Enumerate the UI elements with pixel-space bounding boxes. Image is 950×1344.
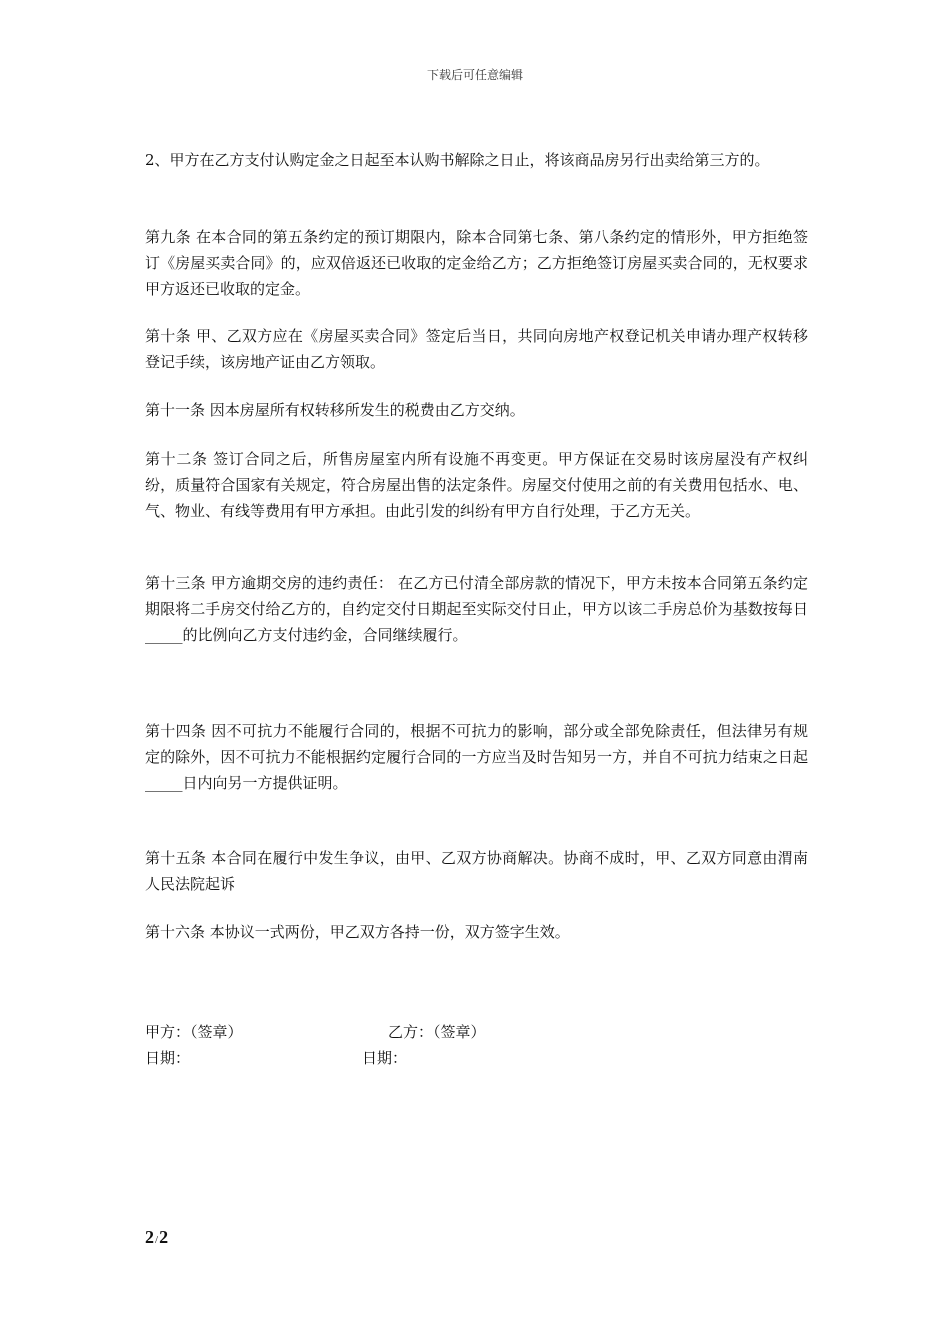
clause-9: 第九条 在本合同的第五条约定的预订期限内，除本合同第七条、第八条约定的情形外，甲方拒绝签订《房屋买卖合同》的，应双倍返还已收取的定金给乙方；乙方拒绝签订房屋买卖合同的，无权要求甲方返还已收取的定金。 (145, 228, 808, 298)
clause-item-2: 2、甲方在乙方支付认购定金之日起至本认购书解除之日止，将该商品房另行出卖给第三方的。 (145, 151, 770, 169)
party-b-signature: 乙方：（签章） (388, 1023, 486, 1041)
clause-15: 第十五条 本合同在履行中发生争议，由甲、乙双方协商解决。协商不成时，甲、乙双方同意由渭南人民法院起诉 (145, 849, 808, 893)
page-number (145, 1227, 168, 1248)
clause-13: 第十三条 甲方逾期交房的违约责任： 在乙方已付清全部房款的情况下，甲方未按本合同第五条约定期限将二手房交付给乙方的，自约定交付日期起至实际交付日止，甲方以该二手房总价为基数按每日_____的比例向乙方支付违约金，合同继续履行。 (145, 574, 808, 644)
clause-11: 第十一条 因本房屋所有权转移所发生的税费由乙方交纳。 (145, 401, 525, 419)
clause-16: 第十六条 本协议一式两份，甲乙双方各持一份，双方签字生效。 (145, 923, 570, 941)
clause-12: 第十二条 签订合同之后，所售房屋室内所有设施不再变更。甲方保证在交易时该房屋没有产权纠纷，质量符合国家有关规定，符合房屋出售的法定条件。房屋交付使用之前的有关费用包括水、电、气、物业、有线等费用有甲方承担。由此引发的纠纷有甲方自行处理，于乙方无关。 (145, 450, 808, 520)
party-a-date: 日期： (145, 1049, 191, 1067)
current-page: 2 (145, 1227, 154, 1247)
party-a-signature: 甲方：（签章） (145, 1023, 243, 1041)
clause-14: 第十四条 因不可抗力不能履行合同的，根据不可抗力的影响，部分或全部免除责任，但法律另有规定的除外，因不可抗力不能根据约定履行合同的一方应当及时告知另一方，并自不可抗力结束之日起_____日内向另一方提供证明。 (145, 722, 808, 792)
total-pages: 2 (159, 1227, 169, 1247)
clause-10: 第十条 甲、乙双方应在《房屋买卖合同》签定后当日，共同向房地产权登记机关申请办理产权转移登记手续，该房地产证由乙方领取。 (145, 327, 808, 371)
party-b-date: 日期： (362, 1049, 408, 1067)
page-separator: / (155, 1234, 159, 1246)
header-note: 下载后可任意编辑 (426, 68, 523, 82)
